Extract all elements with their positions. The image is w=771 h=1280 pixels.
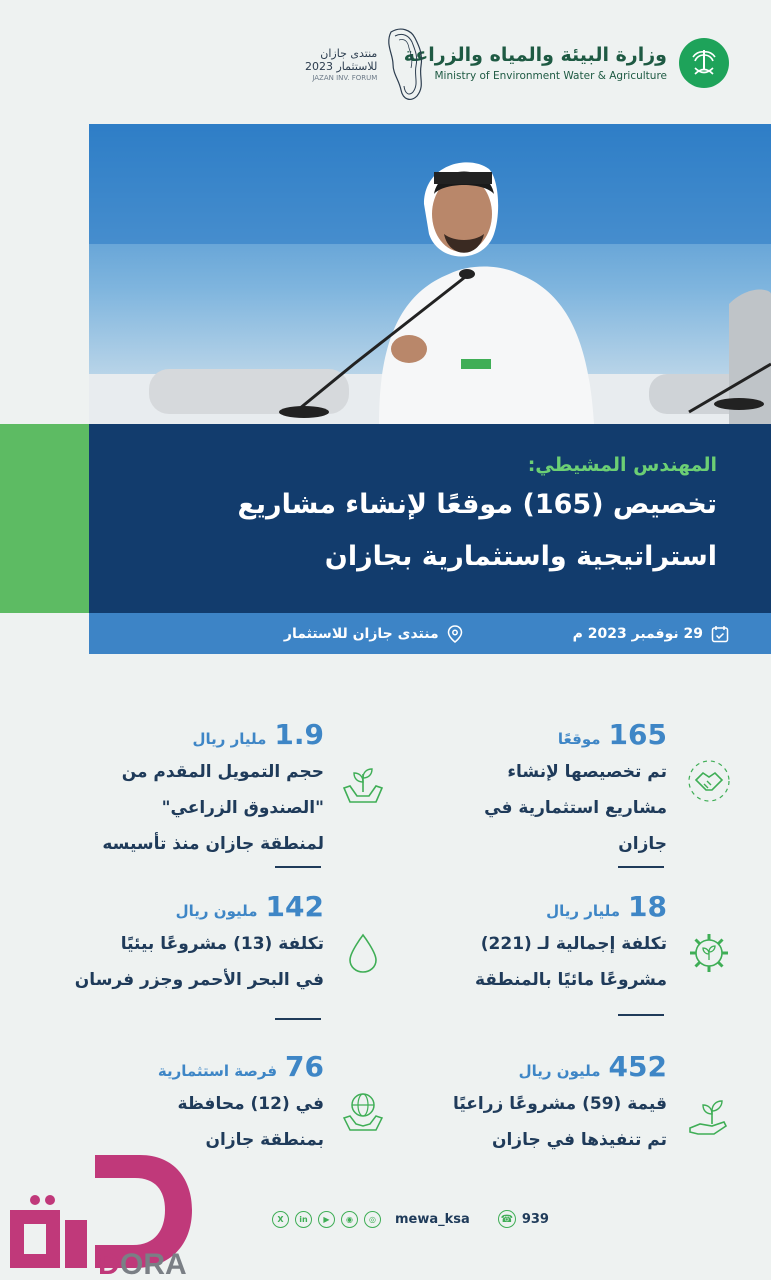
stat-desc-line: مشاريع استثمارية في [484, 798, 667, 818]
location-item [284, 625, 463, 643]
phone-number[interactable]: 939 [521, 1211, 549, 1227]
forum-logo [305, 24, 431, 104]
stat-desc-line: في (12) محافظة [177, 1094, 324, 1114]
water-drop-icon [340, 930, 386, 976]
event-location: منتدى جازان للاستثمار [283, 625, 439, 642]
seedling-hand-icon [686, 1094, 732, 1140]
stat-unit: مليون ريال [175, 902, 258, 920]
stat-desc-line: تكلفة إجمالية لـ (221) [480, 934, 667, 954]
gear-icon [686, 930, 732, 976]
jazan-map-icon [381, 24, 431, 104]
stat-desc-line: تم تنفيذها في جازان [491, 1130, 667, 1150]
stat-unit: مليون ريال [518, 1062, 601, 1080]
stat-fund [102, 718, 324, 859]
stat-desc-line: حجم التمويل المقدم من [121, 762, 324, 782]
youtube-icon[interactable]: ▶ [318, 1211, 335, 1228]
forum-year-ar: للاستثمار 2023 [305, 59, 378, 73]
plant-hands-icon [340, 762, 386, 808]
stat-unit: فرصة استثمارية [157, 1062, 278, 1080]
stat-desc-line: مشروعًا مائيًا بالمنطقة [474, 970, 667, 990]
stat-desc-line: تم تخصيصها لإنشاء [507, 762, 667, 782]
stat-number: 142 [265, 890, 324, 923]
snapchat-icon[interactable]: ◉ [341, 1211, 358, 1228]
headline-block [89, 424, 771, 613]
ministry-name-ar: وزارة البيئة والمياه والزراعة [403, 44, 667, 66]
stat-desc-line: قيمة (59) مشروعًا زراعيًا [452, 1094, 667, 1114]
palm-swords-emblem-icon [679, 38, 729, 88]
stat-desc-line: تكلفة (13) مشروعًا بيئيًا [120, 934, 324, 954]
stat-desc-line: في البحر الأحمر وجزر فرسان [74, 970, 324, 990]
stat-number: 76 [285, 1050, 324, 1083]
calendar-icon [711, 625, 729, 643]
date-item [573, 625, 729, 643]
stat-number: 165 [608, 718, 667, 751]
stat-environment-projects [75, 890, 324, 995]
stat-unit: مليار ريال [546, 902, 621, 920]
svg-text:ORA: ORA [120, 1248, 187, 1280]
headline-line-1: تخصيص (165) موقعًا لإنشاء مشاريع [237, 489, 717, 520]
globe-hands-icon [340, 1088, 386, 1134]
stat-unit: مليار ريال [192, 730, 267, 748]
event-date: 29 نوفمبر 2023 م [572, 625, 703, 642]
divider [618, 1014, 664, 1016]
speaker-photo [89, 124, 771, 424]
divider [618, 866, 664, 868]
stat-desc-line: بمنطقة جازان [205, 1130, 324, 1150]
location-pin-icon [447, 625, 463, 643]
linkedin-icon[interactable]: in [295, 1211, 312, 1228]
speaker-name: المهندس المشيطي: [527, 454, 717, 476]
footer [272, 1210, 549, 1228]
phone-icon: ☎ [498, 1210, 516, 1228]
stat-number: 1.9 [274, 718, 324, 751]
stat-water-projects [475, 890, 667, 995]
divider [275, 1018, 321, 1020]
forum-name-en: JAZAN INV. FORUM [312, 73, 378, 82]
social-handle[interactable]: mewa_ksa [395, 1211, 470, 1227]
headline-line-2: استراتيجية واستثمارية بجازان [324, 541, 717, 572]
stat-desc-line: جازان [618, 834, 667, 854]
stat-number: 18 [628, 890, 667, 923]
stat-number: 452 [608, 1050, 667, 1083]
divider [275, 866, 321, 868]
info-bar [89, 613, 771, 654]
dora-watermark-logo [0, 1150, 200, 1280]
stat-desc-line: "الصندوق الزراعي" [161, 798, 324, 818]
stat-opportunities [158, 1050, 324, 1155]
stat-desc-line: لمنطقة جازان منذ تأسيسه [102, 834, 324, 854]
accent-bar [0, 424, 89, 613]
x-twitter-icon[interactable]: X [272, 1211, 289, 1228]
stat-unit: موقعًا [557, 730, 601, 748]
forum-name-ar: منتدى جازان [320, 46, 378, 60]
stat-sites [484, 718, 667, 859]
ministry-logo [404, 38, 729, 88]
handshake-icon [686, 758, 732, 804]
svg-text:D: D [98, 1248, 120, 1280]
ministry-name-en: Ministry of Environment Water & Agriculture [434, 70, 667, 82]
stat-agri-projects [453, 1050, 667, 1155]
instagram-icon[interactable]: ◎ [364, 1211, 381, 1228]
